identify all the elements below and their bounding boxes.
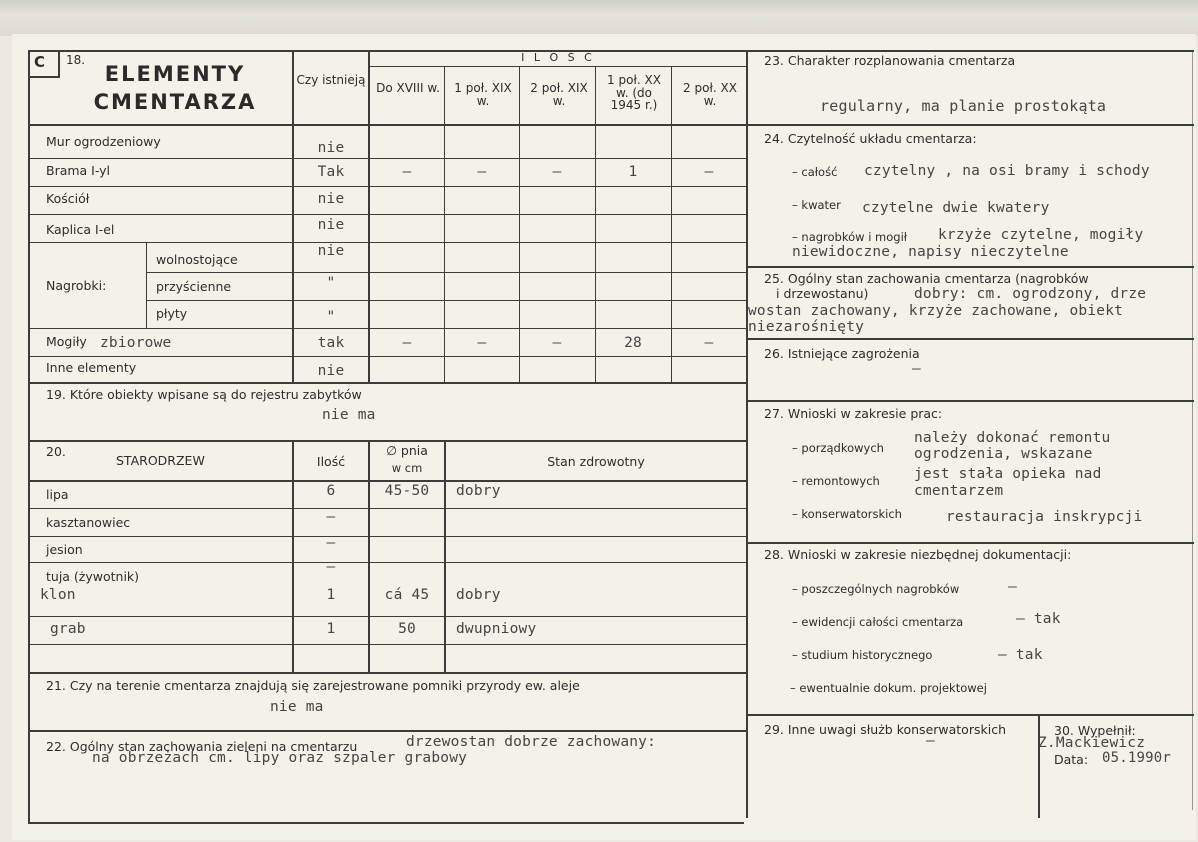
q27-label: 27. Wnioski w zakresie prac: (764, 406, 943, 421)
row-value: – (552, 164, 562, 180)
border-bottom-left (28, 822, 744, 824)
row-label: Kaplica I-el (46, 222, 115, 237)
q27-value2: ogrodzenia, wskazane (914, 446, 1093, 462)
q30-date-value: 05.1990r (1102, 750, 1172, 766)
q27-remont-label: – remontowych (792, 474, 880, 488)
period-header: Do XVIII w. (376, 81, 440, 95)
q22-label: 22. Ogólny stan zachowania zieleni na cmentarzu (46, 739, 358, 754)
row-value: – (704, 164, 714, 180)
line (28, 186, 746, 187)
row-value: – (477, 164, 487, 180)
line (28, 328, 746, 329)
period-header: 1 poł. XIX w. (454, 81, 512, 108)
col-exists: Czy istnieją (296, 73, 366, 87)
period-header: 2 poł. XX w. (683, 81, 737, 108)
q28-label: 28. Wnioski w zakresie niezbędnej dokumentacji: (764, 547, 1072, 562)
row-exists: nie (317, 140, 345, 156)
q24-kwater-label: – kwater (792, 198, 841, 212)
section-letter: C (34, 53, 46, 71)
row-label: Mur ogrodzeniowy (46, 134, 161, 149)
q28-item-label: – ewentualnie dokum. projektowej (790, 681, 987, 695)
q24-nagrobkow-value1: krzyże czytelne, mogiły (938, 227, 1144, 243)
q23-label: 23. Charakter rozplanowania cmentarza (764, 53, 1016, 68)
tree-diam: 45-50 (384, 483, 430, 499)
line (28, 616, 746, 617)
row-exists: tak (317, 335, 345, 351)
line (748, 714, 1194, 716)
elements-number: 18. (66, 53, 86, 67)
tree-qty: – (326, 535, 336, 551)
line (146, 300, 746, 301)
line (146, 242, 147, 328)
line (28, 730, 746, 732)
period-header: 1 poł. XX w. (do 1945 r.) (607, 73, 661, 113)
q23-value: regularny, ma planie prostokąta (820, 97, 1107, 115)
row-exists: nie (317, 363, 345, 379)
row-value: 1 (628, 164, 638, 180)
q26-label: 26. Istniejące zagrożenia (764, 346, 920, 361)
line (748, 266, 1194, 268)
trees-col-diam: ∅ pnia (386, 443, 428, 458)
line (146, 272, 746, 273)
q30-label: 30. Wypełnił: (1054, 723, 1136, 738)
q24-label: 24. Czytelność układu cmentarza: (764, 131, 977, 146)
q24-calosc-value: czytelny , na osi bramy i schody (864, 163, 1150, 179)
line (28, 356, 746, 357)
q27-kons-label: – konserwatorskich (792, 507, 902, 521)
tree-name: jesion (46, 542, 83, 557)
line (748, 338, 1194, 340)
line (28, 536, 746, 537)
top-strip (0, 0, 1198, 36)
q25-value3: niezarośnięty (748, 319, 865, 335)
trees-col-diam-unit: w cm (391, 461, 423, 475)
row-label: Kościół (46, 191, 90, 206)
row-exists: nie (317, 191, 345, 207)
row-value: – (477, 335, 487, 351)
q28-item-label: – ewidencji całości cmentarza (792, 615, 964, 629)
line (292, 50, 294, 382)
trees-col-qty: Ilość (316, 454, 346, 469)
q27-value3: jest stała opieka nad (914, 466, 1102, 482)
line (28, 76, 60, 78)
q27-value4: cmentarzem (914, 483, 1004, 499)
line (1038, 714, 1040, 818)
line (28, 672, 746, 674)
q30-date-label: Data: (1054, 752, 1089, 767)
q24-nagrobkow-label: – nagrobków i mogił (792, 230, 908, 244)
line (595, 66, 596, 382)
trees-col-health: Stan zdrowotny (547, 454, 645, 469)
q27-value1: należy dokonać remontu (914, 430, 1111, 446)
q28-item-value: – tak (1016, 611, 1061, 627)
row-label: Inne elementy (46, 360, 137, 375)
line (671, 66, 672, 382)
q22-line2: na obrzeżach cm. lipy oraz szpaler grabowy (92, 750, 468, 766)
q28-item-value: – (1008, 579, 1017, 595)
q25-value1: dobry: cm. ogrodzony, drze (914, 286, 1147, 302)
q28-item-value: – tak (998, 647, 1043, 663)
line (748, 124, 1194, 126)
tree-diam: 50 (398, 621, 416, 637)
row-label: Mogiły (46, 334, 87, 349)
line (28, 508, 746, 509)
row-value: – (704, 335, 714, 351)
tree-name: kasztanowiec (46, 515, 131, 530)
line (444, 440, 446, 672)
q19-value: nie ma (322, 407, 376, 423)
nagrobki-label: Nagrobki: (46, 278, 107, 293)
elements-title-2: CMENTARZA (93, 90, 257, 114)
row-exists: Tak (317, 164, 345, 180)
trees-title: STARODRZEW (116, 453, 205, 468)
line (519, 66, 520, 382)
row-label: Brama I-yl (46, 163, 111, 178)
nagrobki-sub-exists: " (326, 309, 336, 325)
tree-qty: 1 (326, 621, 336, 637)
border-left (28, 50, 30, 824)
tree-name: klon (40, 587, 76, 603)
row-value: – (552, 335, 562, 351)
col-quantity: I L O Ś Ć (521, 51, 595, 64)
nagrobki-sub-label: przyścienne (156, 279, 232, 294)
row-value: 28 (624, 335, 642, 351)
row-exists: nie (317, 217, 345, 233)
period-header: 2 poł. XIX w. (530, 81, 588, 108)
line (748, 400, 1194, 402)
q30-name: Z.Mackiewicz (1038, 735, 1146, 751)
q24-calosc-label: – całość (792, 165, 838, 179)
q24-kwater-value: czytelne dwie kwatery (862, 200, 1050, 216)
line (28, 440, 746, 442)
line (748, 542, 1194, 544)
q21-label: 21. Czy na terenie cmentarza znajdują się zarejestrowane pomniki przyrody ew. aleje (46, 678, 580, 693)
q28-item-label: – studium historycznego (792, 648, 933, 662)
row-extra: zbiorowe (100, 335, 172, 351)
line (28, 382, 746, 384)
line (368, 50, 370, 382)
q26-value: – (912, 361, 921, 377)
trees-number: 20. (46, 444, 66, 459)
line (444, 66, 445, 382)
q25-label2: i drzewostanu) (776, 286, 869, 301)
q19-label: 19. Które obiekty wpisane są do rejestru zabytków (46, 387, 362, 402)
tree-qty: 6 (326, 483, 336, 499)
q24-nagrobkow-value2: niewidoczne, napisy nieczytelne (792, 244, 1069, 260)
line (28, 480, 746, 482)
nagrobki-sub-label: wolnostojące (156, 252, 238, 267)
row-value: – (402, 335, 412, 351)
q25-label1: 25. Ogólny stan zachowania cmentarza (nagrobków (764, 271, 1089, 286)
tree-qty: – (326, 559, 336, 575)
line (28, 158, 746, 159)
line (28, 644, 746, 645)
nagrobki-sub-exists: nie (317, 243, 345, 259)
tree-health: dobry (456, 587, 501, 603)
line (28, 242, 746, 243)
q27-porz-label: – porządkowych (792, 441, 884, 455)
q29-value: – (926, 733, 935, 749)
q25-value2: wostan zachowany, krzyże zachowane, obiekt (748, 303, 1124, 319)
line (28, 562, 746, 563)
divider-main (746, 50, 748, 818)
line (1192, 50, 1193, 810)
tree-qty: 1 (326, 587, 336, 603)
tree-name: tuja (żywotnik) (46, 569, 140, 584)
nagrobki-sub-label: płyty (156, 306, 188, 321)
line (370, 66, 746, 67)
q21-value: nie ma (270, 699, 324, 715)
tree-name: lipa (46, 487, 69, 502)
q22-line1: drzewostan dobrze zachowany: (406, 734, 657, 750)
tree-diam: cá 45 (384, 587, 430, 603)
q28-item-label: – poszczególnych nagrobków (792, 582, 960, 596)
q29-label: 29. Inne uwagi służb konserwatorskich (764, 722, 1006, 737)
tree-health: dwupniowy (456, 621, 537, 637)
q27-kons-value: restauracja inskrypcji (946, 509, 1143, 525)
elements-title-1: ELEMENTY (104, 62, 246, 86)
tree-qty: – (326, 509, 336, 525)
line (28, 214, 746, 215)
tree-name: grab (50, 621, 86, 637)
row-value: – (402, 164, 412, 180)
line (28, 124, 746, 126)
nagrobki-sub-exists: " (326, 275, 336, 291)
inventory-card (12, 34, 1196, 840)
tree-health: dobry (456, 483, 501, 499)
